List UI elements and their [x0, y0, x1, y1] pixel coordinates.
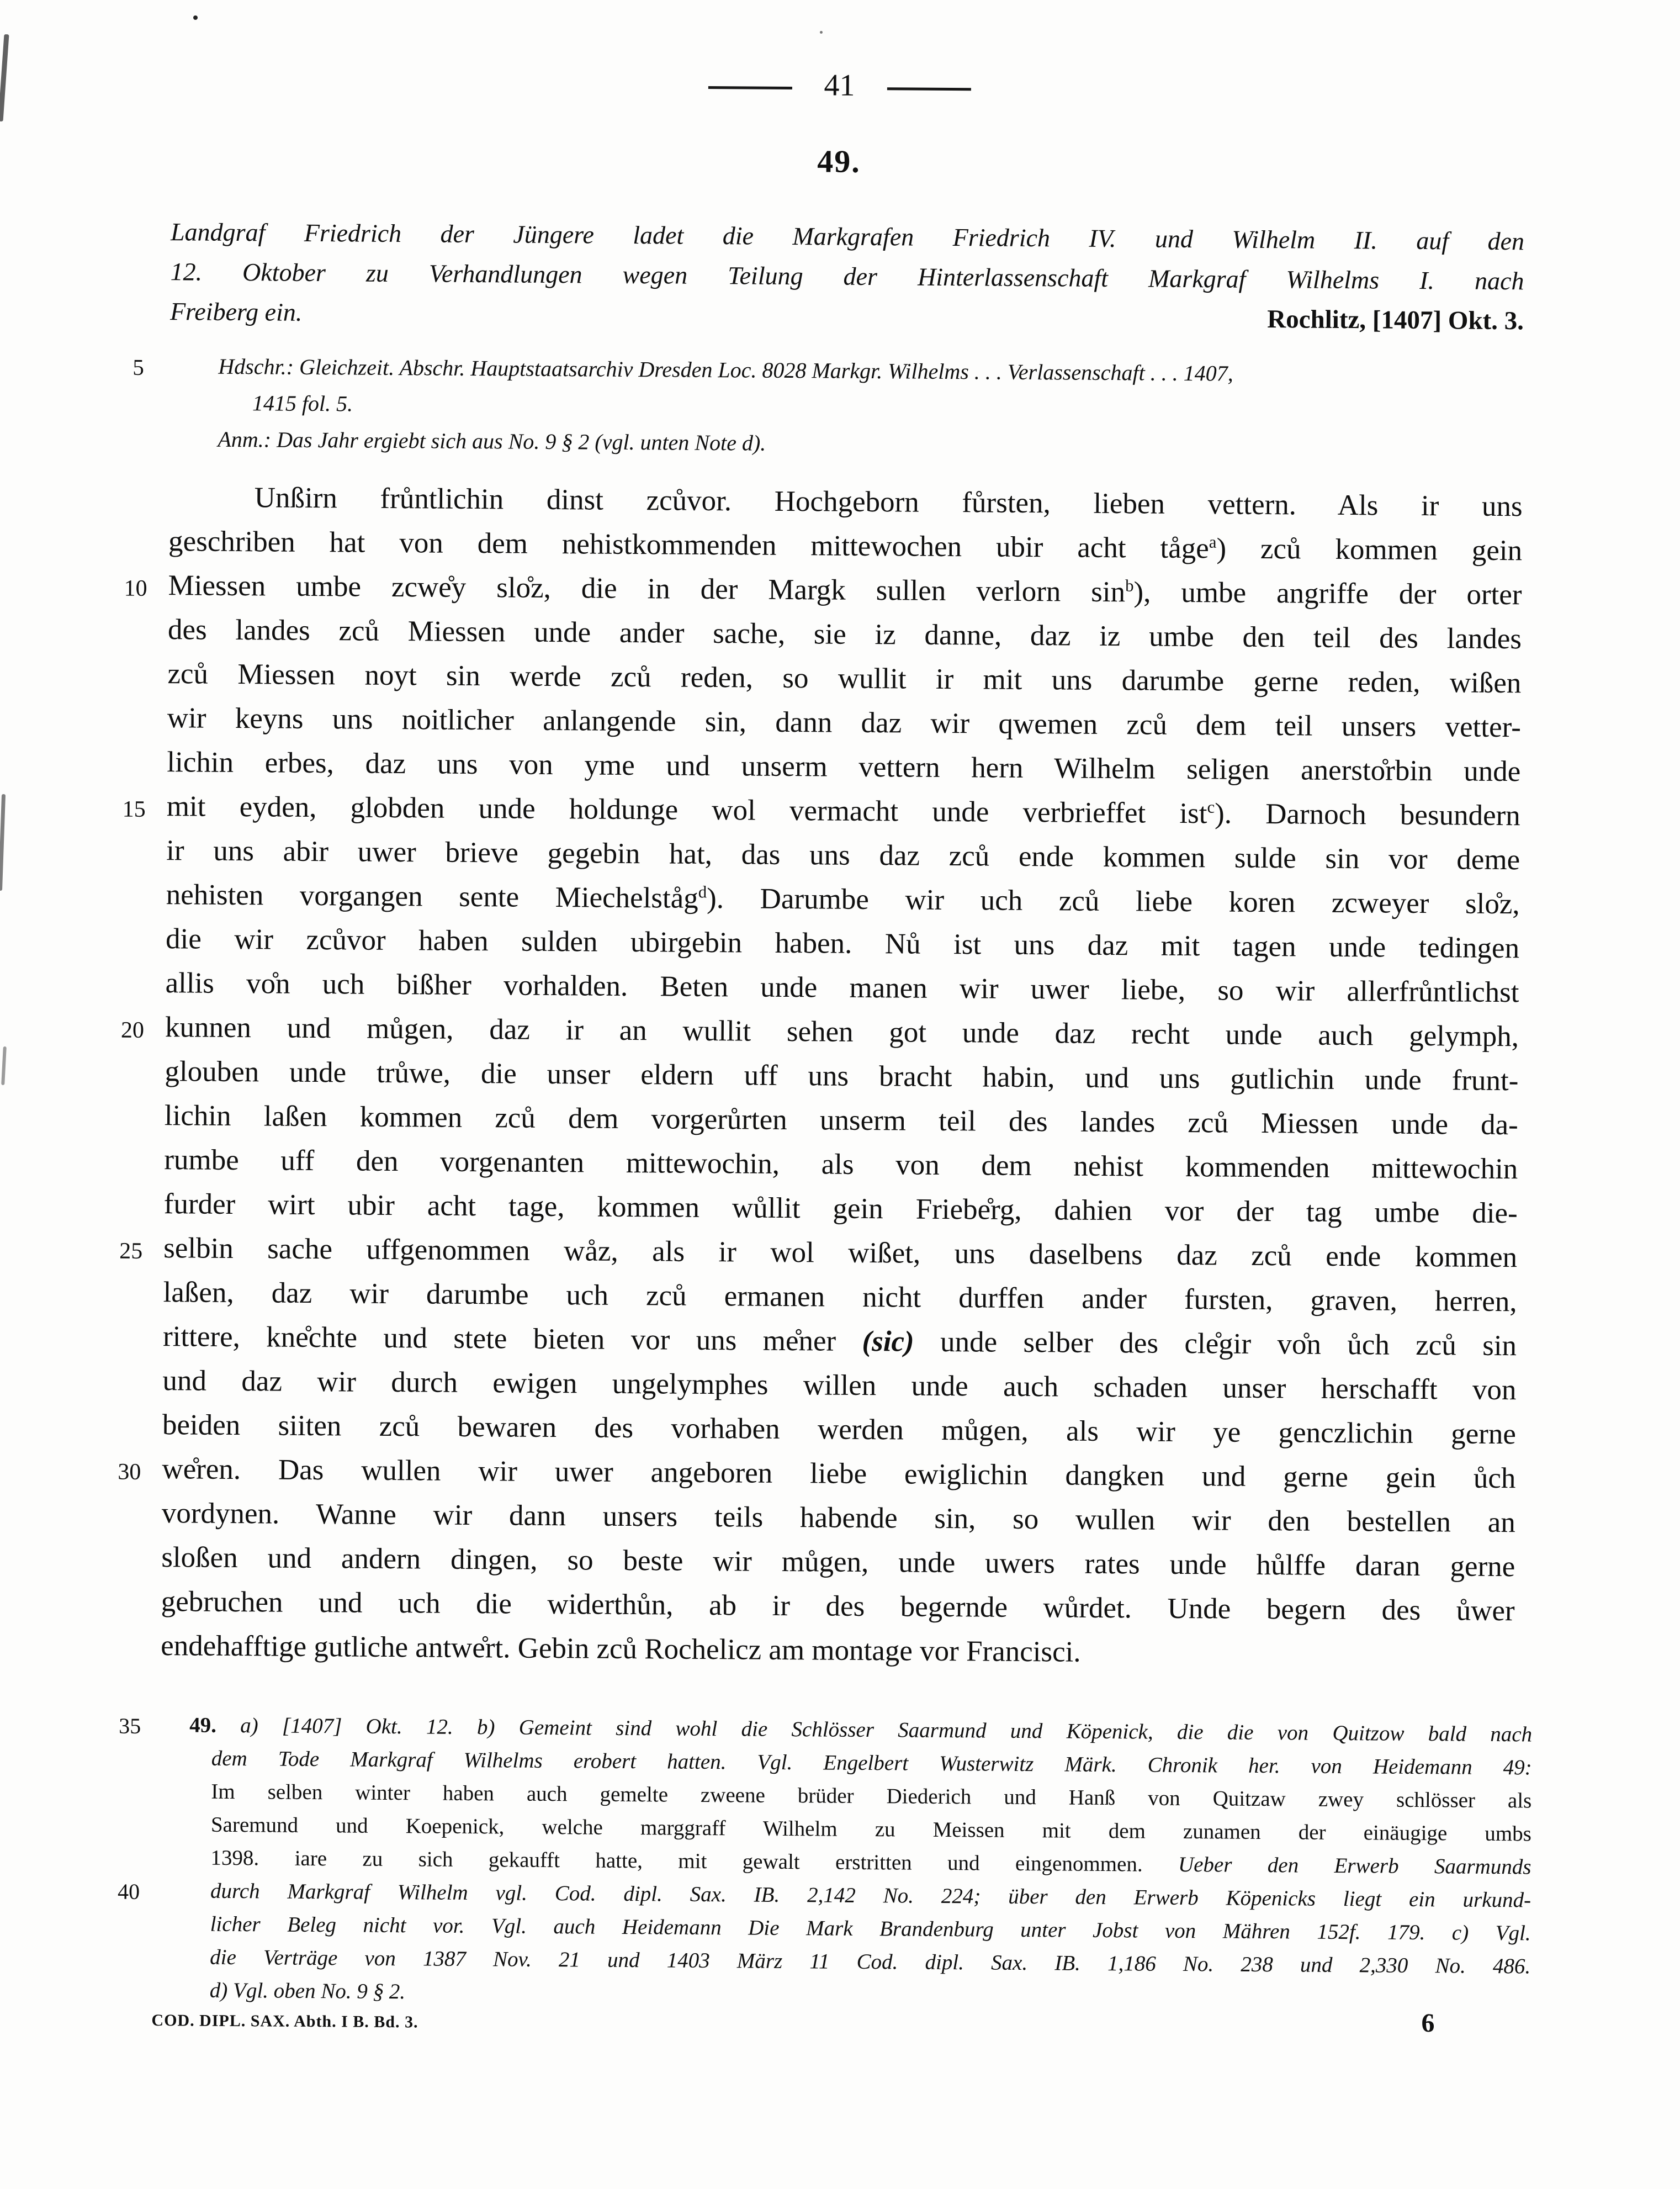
body-line-text: beiden siiten zců bewaren des vorhaben werden můgen, als wir ye genczlichin gerne: [162, 1409, 1517, 1451]
text-segment: dem Tode Markgraf Wilhelms erobert hatten. Vgl. Engelbert Wusterwitz Märk. Chronik her. von Heidemann 49:: [211, 1746, 1532, 1780]
text-segment: nehisten vorgangen sente Miechelståg: [166, 879, 698, 914]
footnote-line-text: [210, 1846, 1531, 1879]
text-segment: ), umbe angriffe der orter: [1133, 576, 1522, 611]
margin-line-number: 35: [119, 1713, 141, 1738]
body-line-text: und daz wir durch ewigen ungelymphes willen unde auch schaden unser herschafft von: [162, 1365, 1517, 1407]
body-text: [118, 475, 1523, 1677]
margin-line-number: 25: [119, 1238, 143, 1264]
source-line-text: Anm.: Das Jahr ergiebt sich aus No. 9 § 2 (vgl. unten Note d).: [218, 426, 766, 456]
margin-line-number: 40: [117, 1879, 140, 1904]
source-note: [133, 348, 1533, 467]
body-line-text: allis vo̊n uch bißher vorhalden. Beten unde manen wir uwer liebe, so wir allerfrůntlichst: [165, 967, 1519, 1009]
text-segment: durch Markgraf Wilhelm vgl. Cod. dipl. Sax. IB. 2,142 No. 224; über den Erwerb Köpenicks liegt ein urkund-: [210, 1879, 1531, 1912]
text-segment: d: [698, 882, 707, 902]
footnote-line-text: [210, 1912, 1531, 1945]
body-line-text: [168, 525, 1522, 567]
regest-line: Landgraf Friedrich der Jüngere ladet die Markgrafen Friedrich IV. und Wilhelm II. auf den: [170, 218, 1525, 256]
text-segment: geschriben hat von dem nehistkommenden mittewochen ubir acht tåge: [168, 525, 1209, 565]
text-segment: ). Darnoch besundern: [1214, 797, 1520, 832]
body-line-text: [168, 569, 1522, 611]
text-segment: Saremund und Koepenick, welche marggraff Wilhelm zu Meissen mit dem zunamen der einäugige umbs: [210, 1812, 1532, 1846]
text-segment: rittere, kne̊chte und stete bieten vor uns me̊ner: [162, 1320, 862, 1357]
body-line-text: vordynen. Wanne wir dann unsers teils habende sin, so wullen wir den bestellen an: [161, 1497, 1516, 1539]
footnote-line-text: [210, 1879, 1531, 1912]
folio-header: [0, 62, 1679, 109]
body-line-text: [163, 1320, 1517, 1362]
document-number: 49.: [817, 143, 861, 179]
source-line-text: Hdschr.: Gleichzeit. Abschr. Hauptstaatsarchiv Dresden Loc. 8028 Markgr. Wilhelms . . . Verlassenschaft . . . 1407,: [218, 353, 1233, 386]
folio-rule-right: [887, 87, 971, 91]
text-segment: die Verträge von 1387 Nov. 21 und 1403 März 11 Cod. dipl. Sax. IB. 1,186 No. 238 und 2,330 No. 486.: [210, 1945, 1531, 1979]
body-line-text: laßen, daz wir darumbe uch zců ermanen nicht durffen ander fursten, graven, herren,: [163, 1276, 1517, 1318]
dateline: Rochlitz, [1407] Okt. 3.: [1267, 305, 1524, 336]
margin-line-number: 5: [133, 354, 145, 380]
folio-rule-left: [708, 86, 792, 89]
body-line-text: die wir zcůvor haben sulden ubirgebin haben. Nů ist uns daz mit tagen unde tedingen: [165, 923, 1520, 965]
body-line-text: rumbe uff den vorgenanten mittewochin, als von dem nehist kommenden mittewochin: [164, 1144, 1518, 1186]
text-segment: d) Vgl. oben No. 9 § 2.: [209, 1978, 406, 2004]
body-line-text: we̊ren. Das wullen wir uwer angeboren liebe ewiglichin dangken und gerne gein ůch: [162, 1453, 1516, 1495]
text-segment: b: [1125, 576, 1134, 595]
margin-line-number: 20: [120, 1017, 145, 1043]
regest-last-line-text: Freiberg ein.: [169, 297, 303, 326]
text-segment: licher Beleg nicht vor. Vgl. auch Heidemann Die Mark Brandenburg unter Jobst von Mähren 152f. 179. c) Vgl.: [210, 1912, 1531, 1945]
body-line-text: wir keyns uns noitlicher anlangende sin, dann daz wir qwemen zců dem teil unsers vetter-: [167, 702, 1522, 744]
text-segment: 49.: [189, 1713, 241, 1738]
regest: [170, 212, 1524, 341]
footnote-line-text: [210, 1945, 1530, 1979]
text-segment: 1398. iare zu sich gekaufft hatte, mit gewalt erstritten und eingenommen.: [210, 1846, 1179, 1876]
footnotes: [117, 1709, 1533, 2017]
body-line-text: ir uns abir uwer brieve gegebin hat, das uns daz zců ende kommen sulde sin vor deme: [166, 834, 1520, 876]
text-segment: a) [1407] Okt. 12. b) Gemeint sind wohl die Schlösser Saarmund und Köpenick, die die von Quitzow bald nach: [240, 1714, 1533, 1747]
body-line-text: selbin sache uffgenommen wåz, als ir wol wißet, uns daselbens daz zců ende kommen: [163, 1232, 1518, 1274]
text-segment: (sic): [862, 1325, 914, 1358]
sheet-number: 6: [1421, 2008, 1435, 2038]
footnote-line-text: [211, 1747, 1532, 1780]
source-line-text: 1415 fol. 5.: [252, 390, 353, 416]
body-line-text: [166, 879, 1519, 920]
footnote-line-text: [210, 1979, 406, 2003]
footer-signature: COD. DIPL. SAX. Abth. I B. Bd. 3.: [151, 2011, 418, 2032]
text-segment: unde selber des cle̊gir vo̊n ůch zců sin: [914, 1325, 1517, 1362]
text-segment: a: [1209, 532, 1217, 552]
body-line: [161, 1624, 1514, 1677]
body-line-text: des landes zců Miessen unde ander sache, sie iz danne, daz iz umbe den teil des landes: [167, 614, 1522, 655]
text-segment: c: [1207, 797, 1215, 817]
text-segment: Im selben winter haben auch gemelte zweene brüder Diederich und Hanß von Quitzaw zwey schlösser als: [211, 1779, 1532, 1813]
body-line-text: zců Miessen noyt sin werde zců reden, so wullit ir mit uns darumbe gerne reden, wißen: [167, 658, 1522, 700]
body-line-text: Unßirn frůntlichin dinst zcůvor. Hochgeborn fůrsten, lieben vettern. Als ir uns: [254, 482, 1523, 523]
margin-line-number: 10: [124, 575, 147, 601]
margin-line-number: 15: [122, 796, 146, 822]
folio-number: 41: [824, 68, 855, 103]
regest-lines: [170, 212, 1524, 301]
footnote-line-text: [189, 1713, 1532, 1746]
text-segment: ). Darumbe wir uch zců liebe koren zcweyer slo̊z,: [706, 882, 1520, 921]
body-line-text: glouben unde trůwe, die unser eldern uff uns bracht habin, und uns gutlichin unde frunt-: [165, 1055, 1519, 1097]
body-line-text: sloßen und andern dingen, so beste wir můgen, unde uwers rates unde hůlffe daran gerne: [161, 1541, 1515, 1583]
text-segment: Ueber den Erwerb Saarmunds: [1178, 1852, 1531, 1879]
text-segment: ) zců kommen gein: [1216, 532, 1523, 567]
text-segment: Miessen umbe zcwe̊y slo̊z, die in der Margk sullen verlorn sin: [168, 569, 1126, 609]
body-line-text: gebruchen und uch die widerthůn, ab ir des begernde wůrdet. Unde begern des ůwer: [161, 1585, 1515, 1627]
body-line-text: kunnen und můgen, daz ir an wullit sehen got unde daz recht unde auch gelymph,: [165, 1011, 1519, 1053]
text-segment: mit eyden, globden unde holdunge wol vermacht unde verbrieffet ist: [166, 790, 1207, 830]
footnote-line-text: [211, 1780, 1531, 1813]
body-line-text: lichin erbes, daz uns von yme und unserm vettern hern Wilhelm seligen anersto̊rbin unde: [167, 746, 1521, 788]
body-line-text: endehafftige gutliche antwe̊rt. Gebin zců Rochelicz am montage vor Francisci.: [160, 1630, 1081, 1668]
regest-line: 12. Oktober zu Verhandlungen wegen Teilung der Hinterlassenschaft Markgraf Wilhelms I. nach: [170, 257, 1524, 295]
footnote-line-text: [211, 1813, 1531, 1846]
body-line-text: furder wirt ubir acht tage, kommen wůllit gein Friebe̊rg, dahien vor der tag umbe die-: [163, 1188, 1518, 1230]
body-line-text: [167, 790, 1520, 832]
body-line-text: lichin laßen kommen zců dem vorgerůrten unserm teil des landes zců Miessen unde da-: [164, 1099, 1519, 1141]
margin-line-number: 30: [118, 1459, 141, 1485]
